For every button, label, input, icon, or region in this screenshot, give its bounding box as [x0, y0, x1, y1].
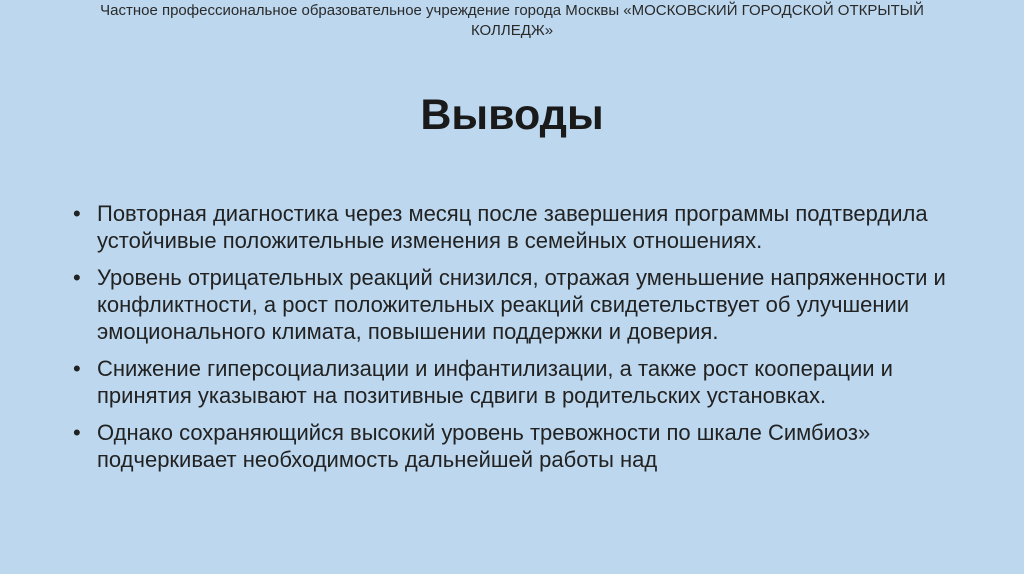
slide-title: Выводы: [420, 91, 604, 139]
conclusion-item: [70, 264, 970, 345]
conclusion-text: Снижение гиперсоциализации и инфантилизации, а также рост кооперации и принятия указывают на позитивные сдвиги в родительских установках.: [97, 356, 893, 408]
conclusions-list: [70, 200, 970, 483]
bullet-marker: •: [73, 420, 81, 445]
conclusion-item: [70, 200, 970, 254]
bullet-marker: •: [73, 265, 81, 290]
bullet-marker: •: [73, 356, 81, 381]
conclusion-text: Однако сохраняющийся высокий уровень тревожности по шкале Симбиоз» подчеркивает необходимость дальнейшей работы над: [97, 420, 871, 472]
conclusion-text: Повторная диагностика через месяц после завершения программы подтвердила устойчивые положительные изменения в семейных отношениях.: [97, 201, 928, 253]
organization-header: Частное профессиональное образовательное учреждение города Москвы «МОСКОВСКИЙ ГОРОДСКОЙ ОТКРЫТЫЙ КОЛЛЕДЖ»: [100, 2, 924, 39]
conclusion-item: [70, 355, 970, 409]
conclusion-item: [70, 419, 970, 473]
conclusion-text: Уровень отрицательных реакций снизился, отражая уменьшение напряженности и конфликтности, а рост положительных реакций свидетельствует об улучшении эмоционального климата, повышении поддержки и доверия.: [97, 265, 946, 344]
bullet-marker: •: [73, 201, 81, 226]
